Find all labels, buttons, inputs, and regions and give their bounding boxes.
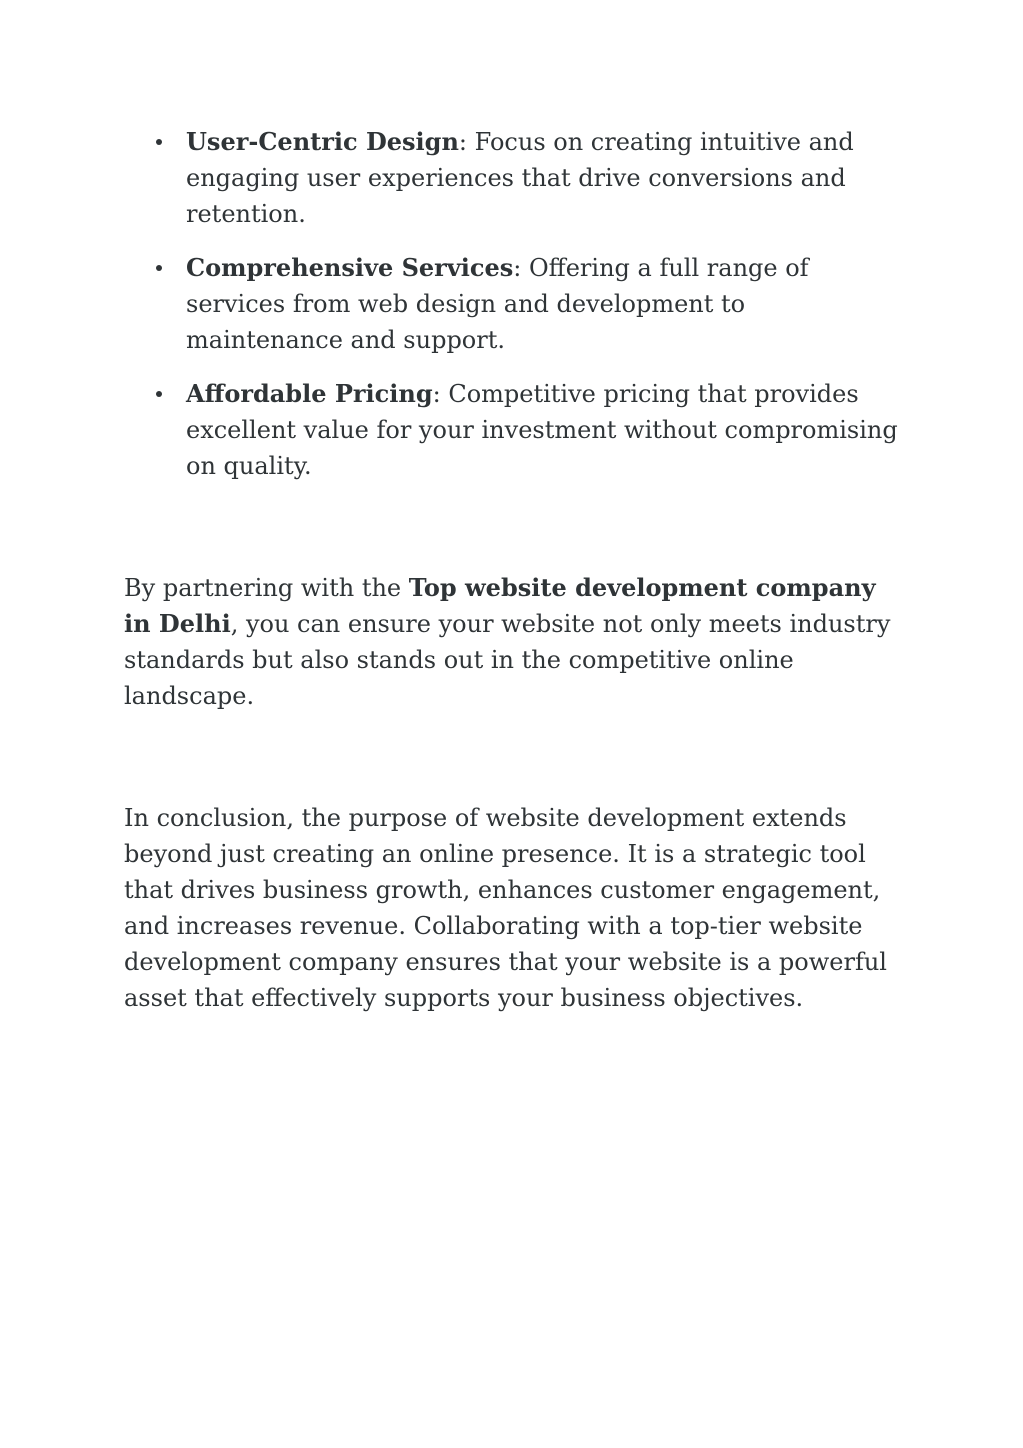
list-item-text: Focus on creating intuitive and engaging user experiences that drive conversions and retention. [186, 128, 854, 228]
list-item-title: Comprehensive Services [186, 253, 514, 282]
partner-paragraph [124, 570, 904, 714]
partner-paragraph-suffix: , you can ensure your website not only meets industry standards but also stands out in the competitive online landscape. [124, 610, 891, 710]
list-item [124, 124, 904, 232]
list-item-text: Offering a full range of services from web design and development to maintenance and support. [186, 254, 809, 354]
partner-paragraph-highlight: Top website development company in Delhi [124, 573, 876, 638]
benefits-list [124, 124, 904, 484]
bullet-icon [156, 391, 162, 397]
list-item-text: Competitive pricing that provides excellent value for your investment without compromising on quality. [186, 380, 898, 480]
list-item [124, 376, 904, 484]
list-item-title: Affordable Pricing [186, 379, 433, 408]
bullet-icon [156, 139, 162, 145]
list-item-separator: : [432, 380, 441, 408]
bullet-icon [156, 265, 162, 271]
list-item-title: User-Centric Design [186, 127, 459, 156]
conclusion-paragraph: In conclusion, the purpose of website development extends beyond just creating an online presence. It is a strategic tool that drives business growth, enhances customer engagement, and increases revenue. Collaborating with a top-tier website development company ensures that your website is a powerful asset that effectively supports your business objectives. [124, 804, 887, 1012]
list-item-separator: : [513, 254, 522, 282]
list-item [124, 250, 904, 358]
list-item-separator: : [458, 128, 467, 156]
partner-paragraph-prefix: By partnering with the [124, 574, 409, 602]
document-content [124, 124, 904, 1016]
